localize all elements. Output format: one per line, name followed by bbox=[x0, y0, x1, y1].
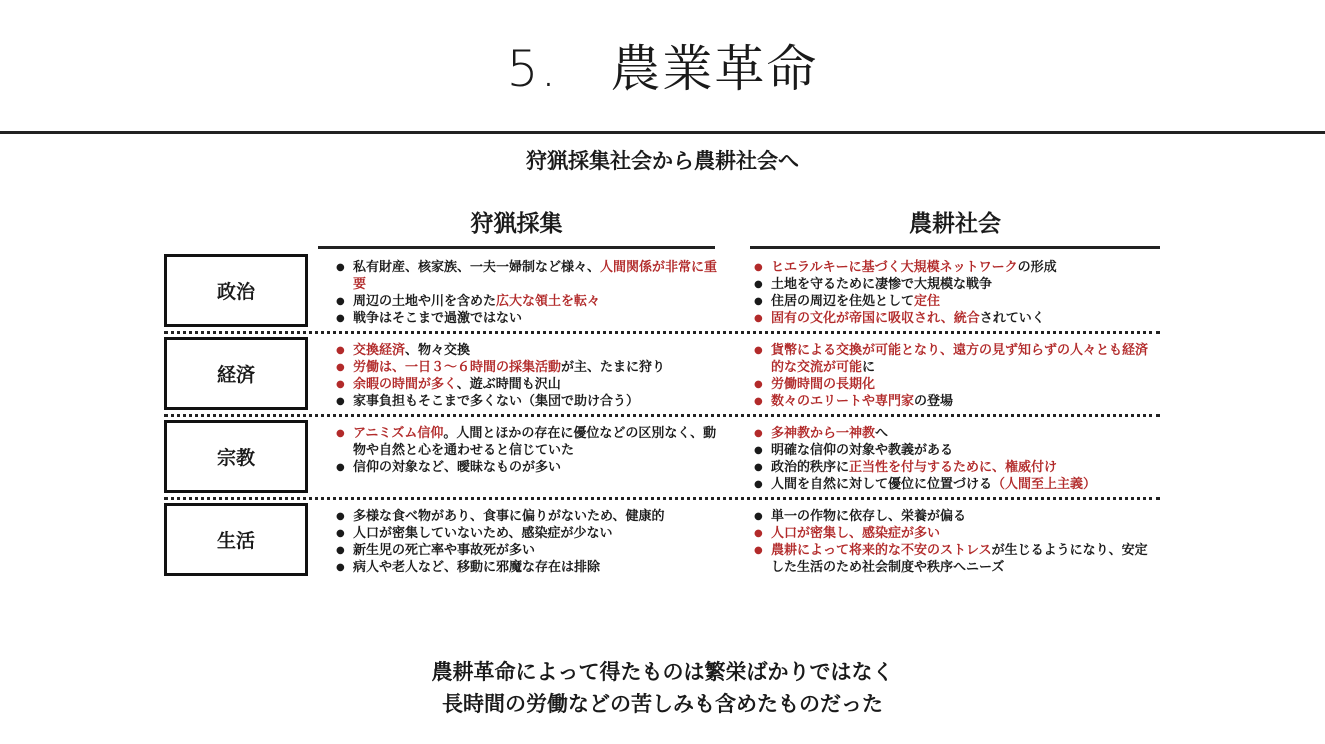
cell-life-hunting bbox=[336, 508, 720, 576]
cell-religion-farming bbox=[754, 425, 1158, 493]
bullet-text: の形成 bbox=[1017, 260, 1057, 275]
bullet-text: 多様な食べ物があり、食事に偏りがないため、健康的 bbox=[353, 509, 665, 524]
bullet-text: 、遊ぶ時間も沢山 bbox=[456, 377, 561, 392]
bullet-text: に bbox=[862, 360, 876, 375]
row-separator bbox=[164, 414, 1160, 417]
bullet-text: 住居の周辺を住処として bbox=[771, 294, 915, 309]
highlight-text: 農耕によって将来的な不安のストレス bbox=[771, 543, 992, 558]
bullet-text: 政治的秩序に bbox=[771, 460, 850, 475]
bullet-item bbox=[336, 293, 720, 310]
cell-politics-farming bbox=[754, 259, 1158, 327]
bullet-item bbox=[754, 525, 1158, 542]
highlight-text: 労働は、一日３～６時間の採集活動 bbox=[353, 360, 562, 375]
bullet-item bbox=[336, 376, 720, 393]
conclusion-line-2: 長時間の労働などの苦しみも含めたものだった bbox=[442, 692, 883, 716]
bullet-text: へ bbox=[875, 426, 889, 441]
bullet-text: されていく bbox=[979, 311, 1045, 326]
subtitle: 狩猟採集社会から農耕社会へ bbox=[526, 149, 799, 173]
bullet-item bbox=[754, 508, 1158, 525]
bullet-text: 、物々交換 bbox=[405, 343, 471, 358]
bullet-item bbox=[336, 542, 720, 559]
bullet-item bbox=[754, 310, 1158, 327]
title-divider bbox=[0, 131, 1325, 134]
bullet-item bbox=[336, 425, 720, 459]
bullet-text: 私有財産、核家族、一夫一婦制など様々、 bbox=[353, 260, 601, 275]
bullet-item bbox=[754, 425, 1158, 442]
bullet-item bbox=[336, 359, 720, 376]
column-rule-hunting bbox=[318, 246, 715, 249]
bullet-text: 戦争はそこまで過激ではない bbox=[353, 311, 523, 326]
bullet-item bbox=[336, 525, 720, 542]
bullet-item bbox=[336, 559, 720, 576]
row-separator bbox=[164, 331, 1160, 334]
bullet-text: 土地を守るために凄惨で大規模な戦争 bbox=[771, 277, 993, 292]
column-rule-farming bbox=[750, 246, 1160, 249]
bullet-item bbox=[754, 259, 1158, 276]
bullet-text: 病人や老人など、移動に邪魔な存在は排除 bbox=[353, 560, 601, 575]
highlight-text: （人間至上主義） bbox=[992, 477, 1097, 492]
bullet-item bbox=[336, 508, 720, 525]
bullet-text: 新生児の死亡率や事故死が多い bbox=[353, 543, 536, 558]
bullet-item bbox=[754, 276, 1158, 293]
bullet-text: が生じるようになり、安定した生活のため社会制度や秩序へニーズ bbox=[771, 543, 1148, 575]
bullet-item bbox=[336, 393, 720, 410]
bullet-item bbox=[754, 376, 1158, 393]
column-header-hunting: 狩猟採集 bbox=[470, 211, 563, 237]
highlight-text: 交換経済 bbox=[353, 343, 406, 358]
bullet-text: 。人間とほかの存在に優位などの区別なく、動物や自然と心を通わせると信じていた bbox=[353, 426, 717, 458]
page-title: 5. 農業革命 bbox=[506, 40, 819, 98]
highlight-text: 正当性を付与するために、権威付け bbox=[849, 460, 1058, 475]
bullet-text: 家事負担もそこまで多くない（集団で助け合う） bbox=[353, 394, 640, 409]
conclusion bbox=[0, 656, 1325, 720]
bullet-item bbox=[336, 342, 720, 359]
row-separator bbox=[164, 497, 1160, 500]
bullet-item bbox=[754, 476, 1158, 493]
highlight-text: 多神教から一神教 bbox=[771, 426, 876, 441]
cell-life-farming bbox=[754, 508, 1158, 576]
cell-religion-hunting bbox=[336, 425, 720, 476]
row-label-economy: 経済 bbox=[164, 337, 308, 410]
highlight-text: 労働時間の長期化 bbox=[771, 377, 876, 392]
highlight-text: 定住 bbox=[914, 294, 941, 309]
conclusion-line-1: 農耕革命によって得たものは繁栄ばかりではなく bbox=[431, 660, 894, 684]
bullet-text: 人間を自然に対して優位に位置づける bbox=[771, 477, 993, 492]
bullet-text: 人口が密集していないため、感染症が少ない bbox=[353, 526, 613, 541]
highlight-text: 広大な領土を転々 bbox=[496, 294, 601, 309]
bullet-item bbox=[336, 459, 720, 476]
bullet-item bbox=[754, 342, 1158, 376]
row-label-politics: 政治 bbox=[164, 254, 308, 327]
highlight-text: アニミズム信仰 bbox=[353, 426, 444, 441]
cell-economy-hunting bbox=[336, 342, 720, 410]
bullet-text: 単一の作物に依存し、栄養が偏る bbox=[771, 509, 967, 524]
bullet-item bbox=[754, 293, 1158, 310]
bullet-item bbox=[754, 393, 1158, 410]
highlight-text: 人口が密集し、感染症が多い bbox=[771, 526, 941, 541]
highlight-text: ヒエラルキーに基づく大規模ネットワーク bbox=[771, 260, 1018, 275]
highlight-text: 人間関係が非常に重要 bbox=[353, 260, 718, 292]
highlight-text: 余暇の時間が多く bbox=[353, 377, 457, 392]
bullet-item bbox=[336, 310, 720, 327]
bullet-item bbox=[754, 542, 1158, 576]
bullet-text: が主、たまに狩り bbox=[561, 360, 666, 375]
bullet-item bbox=[754, 442, 1158, 459]
bullet-text: 明確な信仰の対象や教義がある bbox=[771, 443, 954, 458]
highlight-text: 固有の文化が帝国に吸収され、 bbox=[771, 311, 954, 326]
highlight-text: 数々のエリートや専門家 bbox=[771, 394, 915, 409]
cell-economy-farming bbox=[754, 342, 1158, 410]
row-label-religion: 宗教 bbox=[164, 420, 308, 493]
cell-politics-hunting bbox=[336, 259, 720, 327]
bullet-text: の登場 bbox=[914, 394, 954, 409]
highlight-text: 統合 bbox=[953, 311, 980, 326]
bullet-item bbox=[336, 259, 720, 293]
highlight-text: 貨幣による交換が可能となり、遠方の見ず知らずの人々とも経済的な交流が可能 bbox=[771, 343, 1149, 375]
bullet-item bbox=[754, 459, 1158, 476]
column-header-farming: 農耕社会 bbox=[909, 211, 1001, 237]
bullet-text: 信仰の対象など、曖昧なものが多い bbox=[353, 460, 562, 475]
row-label-life: 生活 bbox=[164, 503, 308, 576]
bullet-text: 周辺の土地や川を含めた bbox=[353, 294, 497, 309]
